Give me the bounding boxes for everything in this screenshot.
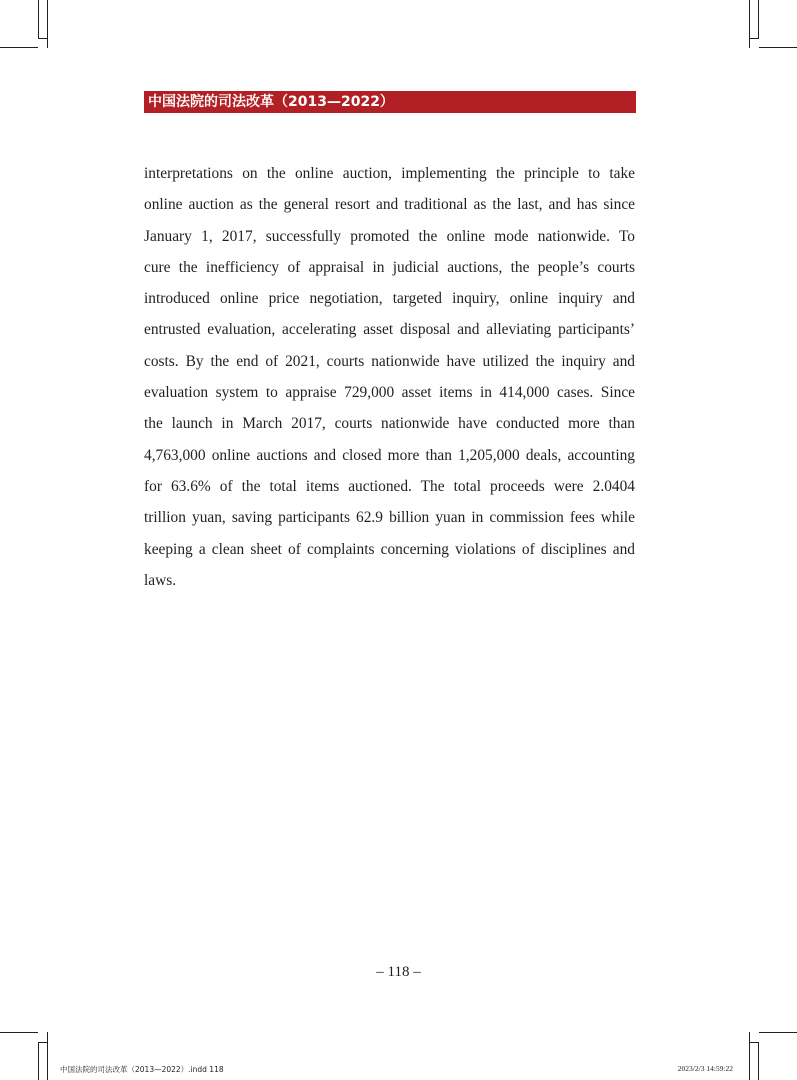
- crop-mark-top-left-v: [38, 0, 39, 38]
- crop-mark-top-right-v: [758, 0, 759, 38]
- print-slug-filename: 中国法院的司法改革（2013—2022）.indd 118: [60, 1065, 224, 1074]
- crop-mark-top-left-v2: [47, 0, 48, 48]
- body-line: the launch in March 2017, courts nationwide have conducted more than: [144, 415, 635, 433]
- body-paragraph: [144, 158, 635, 596]
- body-line: evaluation system to appraise 729,000 asset items in 414,000 cases. Since: [144, 384, 635, 402]
- body-line-last: laws.: [144, 571, 177, 589]
- page-number: – 118 –: [376, 964, 421, 980]
- crop-mark-bottom-right-v: [758, 1042, 759, 1080]
- body-line: entrusted evaluation, accelerating asset disposal and alleviating participants’: [144, 321, 635, 339]
- body-line: 4,763,000 online auctions and closed more than 1,205,000 deals, accounting: [144, 446, 635, 464]
- body-line: interpretations on the online auction, implementing the principle to take: [144, 165, 635, 182]
- body-line: cure the inefficiency of appraisal in judicial auctions, the people’s courts: [144, 258, 635, 276]
- crop-mark-bottom-left-v: [38, 1042, 39, 1080]
- print-slug-timestamp: 2023/2/3 14:59:22: [677, 1064, 733, 1073]
- crop-mark-bottom-left-v2: [47, 1032, 48, 1080]
- body-line: costs. By the end of 2021, courts nationwide have utilized the inquiry and: [144, 352, 635, 370]
- body-line: keeping a clean sheet of complaints concerning violations of disciplines and: [144, 540, 635, 558]
- body-line: trillion yuan, saving participants 62.9 billion yuan in commission fees while: [144, 509, 635, 527]
- crop-mark-bottom-right-h2: [749, 1042, 759, 1043]
- crop-mark-bottom-left-h: [0, 1032, 38, 1033]
- crop-mark-top-right-h: [759, 47, 797, 48]
- crop-mark-bottom-right-h: [759, 1032, 797, 1033]
- crop-mark-top-right-v2: [749, 0, 750, 48]
- crop-mark-top-right-h2: [749, 38, 759, 39]
- crop-mark-top-left-h: [0, 47, 38, 48]
- body-line: online auction as the general resort and traditional as the last, and has since: [144, 196, 635, 214]
- running-header-band: [144, 91, 636, 113]
- body-line: introduced online price negotiation, targeted inquiry, online inquiry and: [144, 290, 635, 308]
- body-line: January 1, 2017, successfully promoted the online mode nationwide. To: [144, 227, 635, 245]
- crop-mark-bottom-right-v2: [749, 1032, 750, 1080]
- body-line: for 63.6% of the total items auctioned. The total proceeds were 2.0404: [144, 477, 635, 495]
- running-header-title: 中国法院的司法改革（2013—2022）: [148, 94, 394, 110]
